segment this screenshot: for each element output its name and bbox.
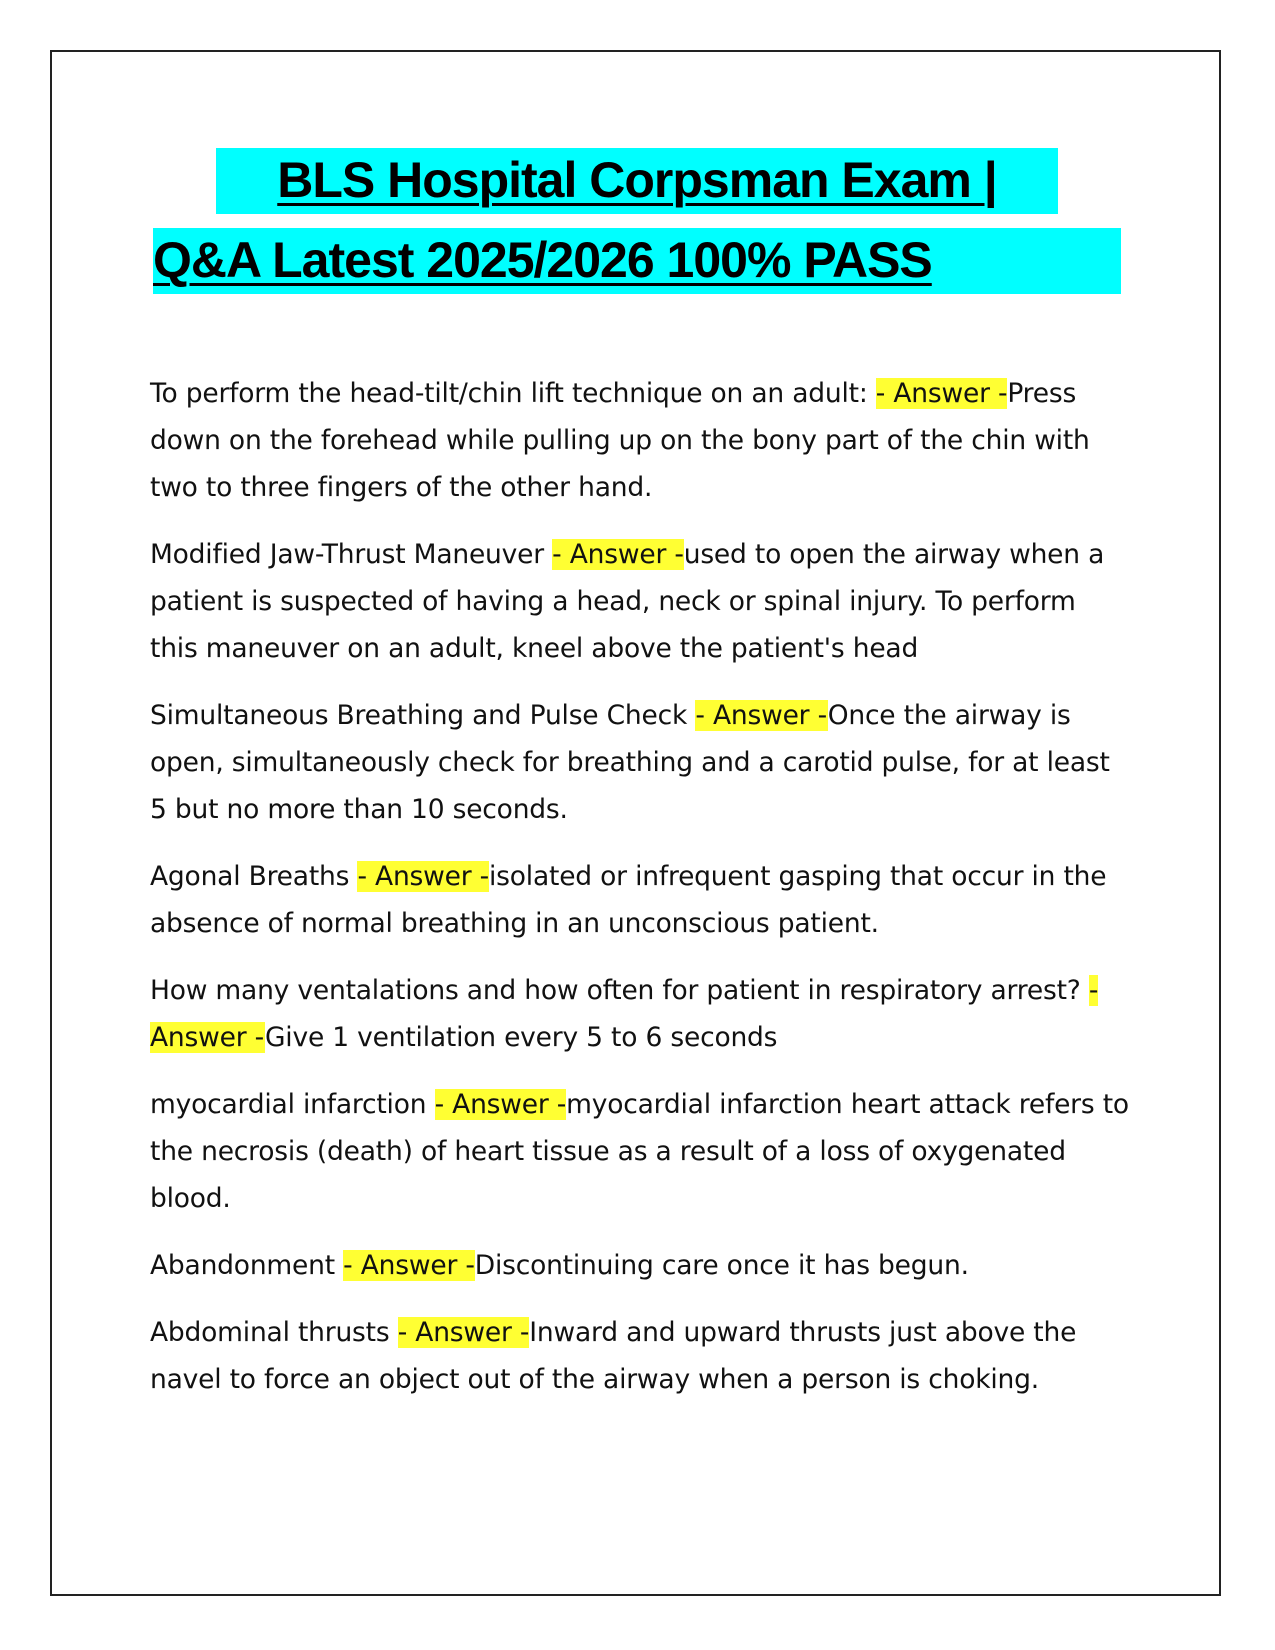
answer-marker: - Answer - [357, 861, 490, 892]
answer-marker: - Answer - [150, 975, 1099, 1053]
answer-text: Give 1 ventilation every 5 to 6 seconds [264, 1022, 778, 1053]
document-title-line-2: Q&A Latest 2025/2026 100% PASS [153, 228, 1121, 294]
answer-marker: - Answer - [434, 1089, 567, 1120]
question-text: Simultaneous Breathing and Pulse Check [150, 700, 696, 731]
answer-text: isolated or infrequent gasping that occur in the absence of normal breathing in an unconscious patient. [150, 861, 1107, 939]
answer-marker: - Answer - [875, 378, 1008, 409]
answer-marker: - Answer - [695, 700, 828, 731]
answer-text: Discontinuing care once it has begun. [474, 1250, 969, 1281]
answer-text: myocardial infarction heart attack refers to the necrosis (death) of heart tissue as a result of a loss of oxygenated blood. [150, 1089, 1129, 1214]
answer-text: used to open the airway when a patient is suspected of having a head, neck or spinal injury. To perform this maneuver on an adult, kneel above the patient's head [150, 539, 1105, 664]
qa-item [150, 692, 1130, 833]
qa-list [150, 370, 1130, 1423]
question-text: myocardial infarction [150, 1089, 435, 1120]
answer-marker: - Answer - [343, 1250, 475, 1281]
answer-text: Press down on the forehead while pulling up on the bony part of the chin with two to three fingers of the other hand. [150, 378, 1090, 503]
question-text: Abandonment [150, 1250, 344, 1281]
answer-marker: - Answer - [552, 539, 684, 570]
question-text: To perform the head-tilt/chin lift technique on an adult: [150, 378, 876, 409]
qa-item [150, 1242, 1130, 1289]
question-text: Agonal Breaths [150, 861, 358, 892]
question-text: Modified Jaw-Thrust Maneuver [150, 539, 553, 570]
answer-text: Once the airway is open, simultaneously check for breathing and a carotid pulse, for at least 5 but no more than 10 seconds. [150, 700, 1110, 825]
qa-item [150, 967, 1130, 1061]
question-text: How many ventalations and how often for patient in respiratory arrest? [150, 975, 1089, 1006]
qa-item [150, 370, 1130, 511]
answer-marker: - Answer - [397, 1317, 530, 1348]
document-title-line-1: BLS Hospital Corpsman Exam | [216, 148, 1058, 214]
qa-item [150, 1309, 1130, 1403]
question-text: Abdominal thrusts [150, 1317, 398, 1348]
answer-text: Inward and upward thrusts just above the navel to force an object out of the airway when a person is choking. [150, 1317, 1077, 1395]
qa-item [150, 531, 1130, 672]
qa-item [150, 853, 1130, 947]
qa-item [150, 1081, 1130, 1222]
